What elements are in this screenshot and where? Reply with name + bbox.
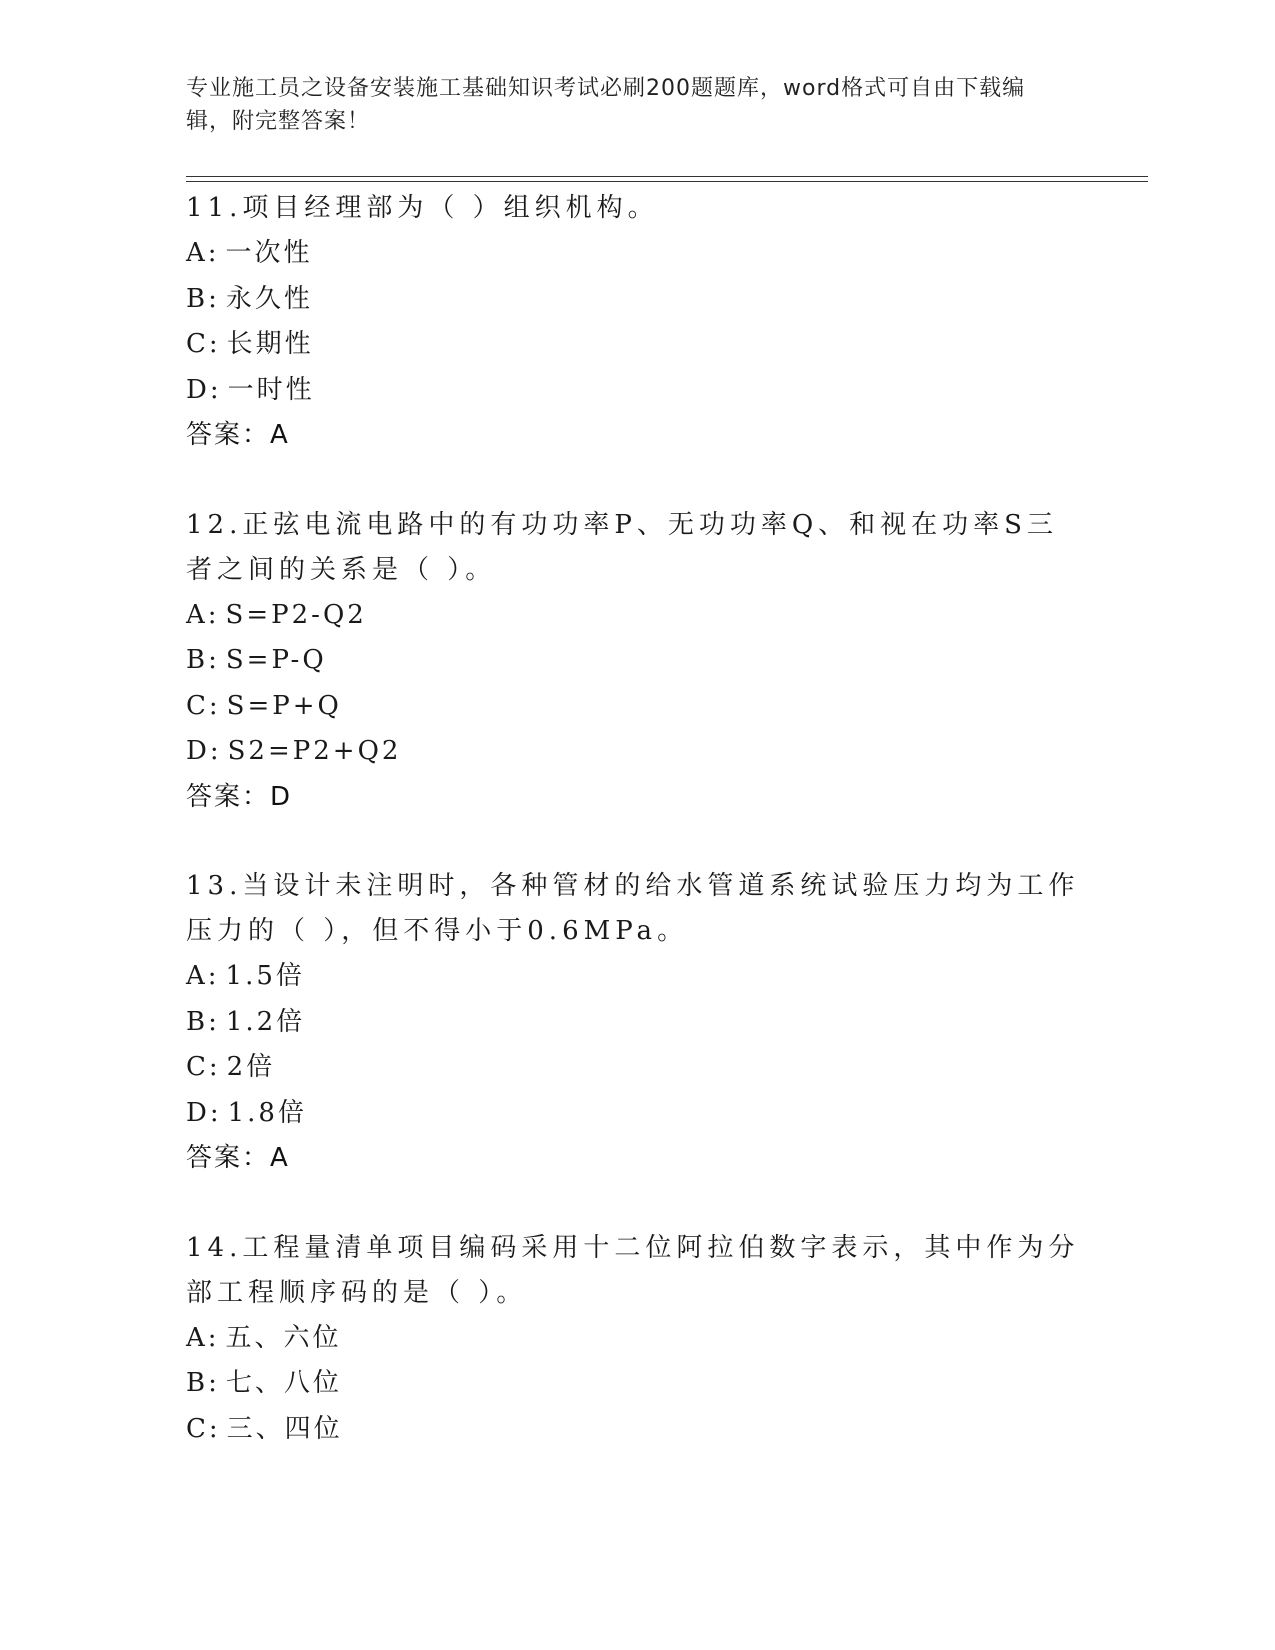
option-c [186, 1045, 1086, 1091]
option-letter: A: [186, 238, 220, 268]
option-text: S=P+Q [226, 690, 342, 721]
option-text: 长期性 [226, 329, 314, 359]
option-letter: B: [186, 283, 220, 314]
option-text: 2倍 [226, 1052, 276, 1082]
option-letter: C: [186, 1413, 221, 1444]
option-letter: B: [186, 1368, 220, 1398]
option-letter: A: [186, 599, 220, 630]
option-text: 五、六位 [225, 1322, 342, 1353]
option-text: 三、四位 [226, 1413, 343, 1444]
header-divider-bottom [186, 181, 1148, 182]
option-text: 1.5倍 [225, 961, 305, 991]
option-text: 一次性 [225, 238, 313, 268]
option-letter: C: [186, 1052, 221, 1082]
header-divider-top [186, 176, 1148, 177]
document-header: 专业施工员之设备安装施工基础知识考试必刷200题题库，word格式可自由下载编辑，附完整答案！ [186, 76, 1026, 134]
option-text: 一时性 [227, 374, 315, 405]
question-13 [186, 864, 1086, 1182]
option-letter: B: [186, 645, 220, 675]
option-letter: C: [186, 329, 221, 359]
question-stem: 12.正弦电流电路中的有功功率P、无功功率Q、和视在功率S三者之间的关系是（ ）。 [186, 509, 1058, 585]
option-letter: A: [186, 1322, 220, 1353]
option-text: S=P2-Q2 [225, 599, 367, 630]
answer-line: 答案：D [186, 781, 293, 812]
option-c [186, 322, 1086, 368]
question-11 [186, 186, 1086, 459]
question-stem: 14.工程量清单项目编码采用十二位阿拉伯数字表示，其中作为分部工程顺序码的是（ ）。 [186, 1232, 1080, 1308]
option-d [186, 729, 1086, 775]
option-letter: D: [186, 374, 222, 405]
option-text: 永久性 [225, 283, 313, 314]
option-b [186, 277, 1086, 323]
option-a [186, 954, 1086, 1000]
option-text: 1.2倍 [225, 1006, 306, 1037]
question-14 [186, 1226, 1086, 1453]
option-letter: B: [186, 1006, 220, 1037]
option-letter: C: [186, 690, 221, 721]
option-b [186, 1361, 1086, 1407]
option-d [186, 1091, 1086, 1137]
option-c [186, 684, 1086, 730]
option-a [186, 1316, 1086, 1362]
question-12 [186, 503, 1086, 821]
question-stem: 11.项目经理部为（ ）组织机构。 [186, 193, 659, 223]
option-a [186, 593, 1086, 639]
option-text: S=P-Q [225, 645, 327, 675]
option-a [186, 231, 1086, 277]
option-b [186, 1000, 1086, 1046]
option-letter: D: [186, 736, 222, 766]
question-stem: 13.当设计未注明时，各种管材的给水管道系统试验压力均为工作压力的（ ），但不得小于0.6MPa。 [186, 871, 1080, 946]
option-letter: A: [186, 961, 220, 991]
question-list [186, 186, 1086, 1452]
answer-line: 答案：A [186, 1143, 290, 1173]
option-c [186, 1407, 1086, 1453]
option-d [186, 368, 1086, 414]
option-text: S2=P2+Q2 [227, 736, 402, 766]
option-letter: D: [186, 1097, 222, 1128]
answer-line: 答案：A [186, 420, 290, 450]
option-b [186, 638, 1086, 684]
option-text: 1.8倍 [227, 1097, 307, 1128]
option-text: 七、八位 [225, 1368, 342, 1398]
